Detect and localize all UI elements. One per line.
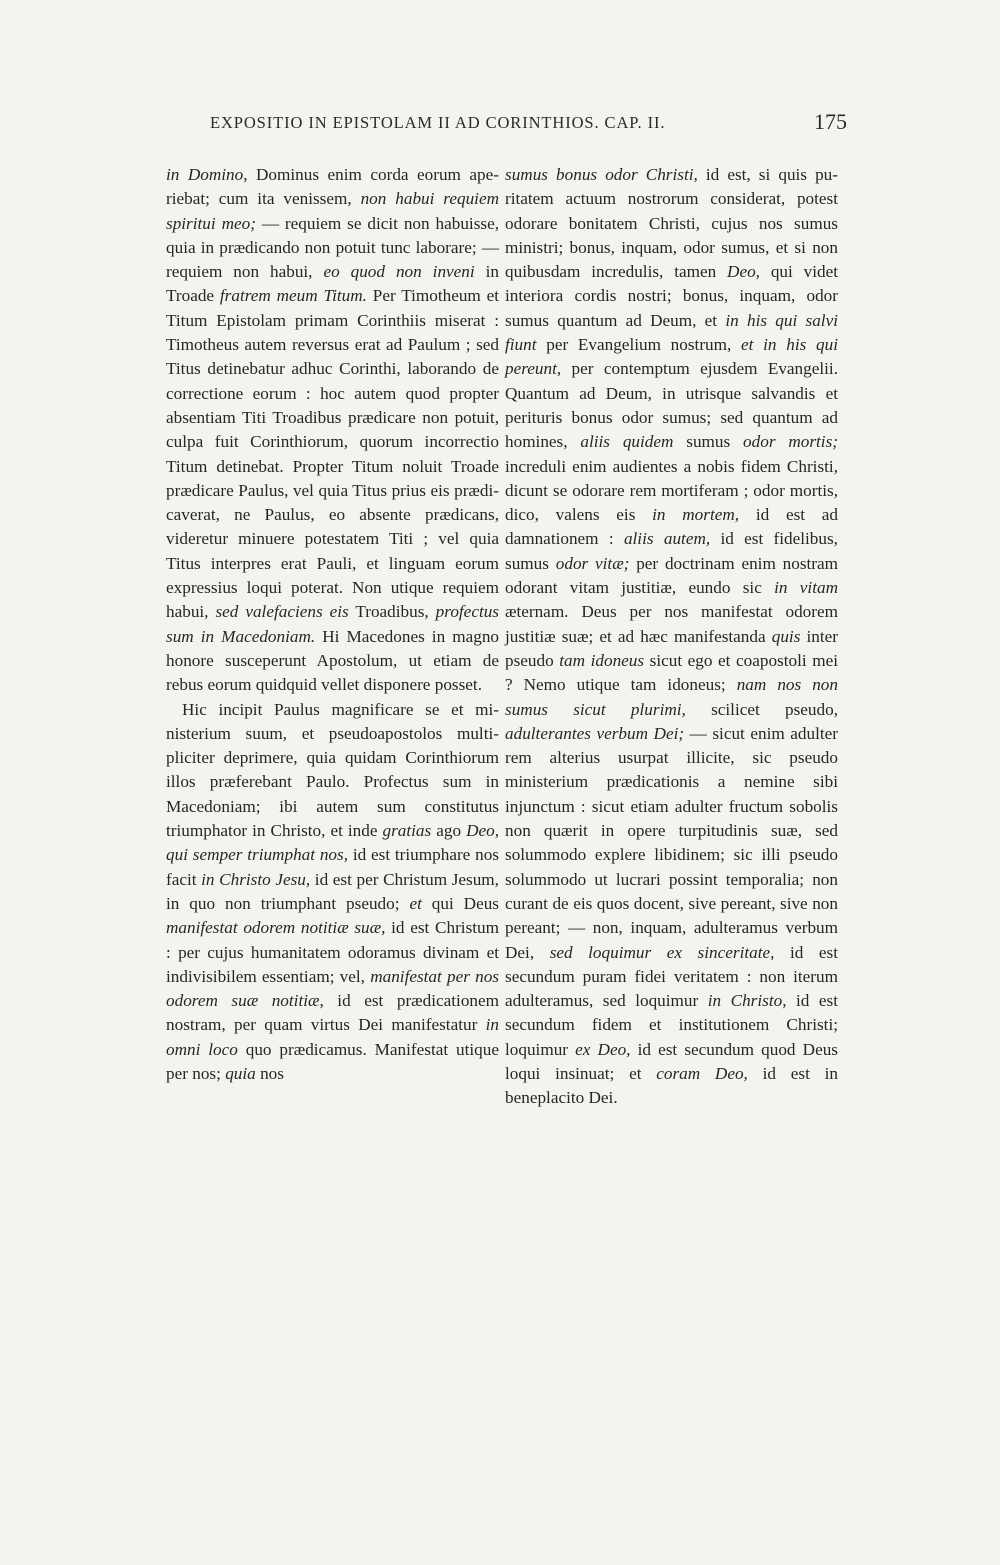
- italic-text: aliis autem,: [623, 529, 711, 549]
- italic-text: Deo, qui semper triumphat nos,: [166, 821, 499, 865]
- text-run: id est Christum : per cujus humanitatem odoramus divinam et indivisibilem essentiam; vel,: [166, 918, 499, 986]
- text-run: id est triumphare nos facit: [166, 845, 499, 889]
- italic-text: coram Deo,: [656, 1063, 748, 1083]
- left-column: [166, 163, 499, 1086]
- text-run: inter pseudo: [505, 626, 838, 670]
- running-title: EXPOSITIO IN EPISTOLAM II AD CORINTHIOS. CAP. II.: [210, 113, 666, 132]
- italic-text: odor mortis;: [743, 432, 838, 452]
- text-run: — sicut enim adulter rem alterius usurpat illicite, sic pseudo ministerium prædicationis a nemine sibi injunctum : sicut etiam adulter fructum sobolis non quærit in opere turpitudinis suæ, sed solummodo explere libidinem; sic illi pseudo solummodo ut lucrari possint temporalia; non curant de eis quos docent, sive pereant, sive non pereant; — non, inquam, adulteramus verbum Dei,: [505, 723, 838, 962]
- text-run: Troadibus,: [348, 602, 436, 622]
- italic-text: in mortem,: [652, 505, 740, 525]
- italic-text: odor vitæ;: [555, 553, 630, 573]
- italic-text: adulterantes verbum Dei;: [505, 723, 685, 743]
- text-run: Dominus enim corda eorum aperiebat; cum ita venissem,: [166, 165, 499, 209]
- text-run: sumus: [673, 432, 744, 452]
- text-run: Hi Macedones in magno honore susceperunt Apostolum, ut etiam de rebus eorum quidquid vellet disponere posset.: [166, 626, 500, 695]
- italic-text: et: [409, 893, 422, 913]
- italic-text: manifestat odorem notitiæ suæ,: [166, 918, 386, 938]
- italic-text: Deo,: [727, 262, 760, 282]
- italic-text: gratias: [382, 821, 432, 841]
- italic-text: eo quod non inveni: [323, 262, 475, 282]
- italic-text: nam nos non sumus sicut plurimi,: [505, 675, 838, 719]
- text-run: scilicet pseudo,: [685, 699, 838, 719]
- italic-text: in Domino,: [166, 165, 248, 184]
- text-run: ago: [431, 821, 467, 841]
- text-run: id est secundum fidem et institutionem Christi; loquimur: [505, 991, 838, 1059]
- italic-text: quis: [771, 626, 801, 646]
- italic-text: sed loquimur ex sinceritate,: [549, 942, 775, 962]
- text-run: æternam. Deus per nos manifestat odorem justitiæ suæ; et ad hæc manifestanda: [505, 602, 838, 646]
- text-run: id est secundum quod Deus loqui insinuat; et: [505, 1039, 838, 1083]
- italic-text: quia: [225, 1063, 256, 1083]
- italic-text: aliis quidem: [580, 432, 674, 452]
- text-run: per contemptum ejusdem Evangelii. Quantum ad Deum, in utrisque salvandis et perituris bonus odor sumus; sed quantum ad homines,: [505, 359, 838, 452]
- italic-text: sumus bonus odor Christi,: [505, 165, 698, 184]
- page-header: [165, 109, 847, 143]
- italic-text: in Christo Jesu,: [201, 869, 311, 889]
- italic-text: in vitam: [774, 578, 838, 598]
- right-column: [505, 163, 838, 1111]
- text-run: sicut ego et coapostoli mei ? Nemo utique tam idoneus;: [505, 650, 838, 695]
- text-run: quo prædicamus. Manifestat utique per nos;: [166, 1039, 499, 1083]
- text-run: id est, si quis puritatem actuum nostrorum considerat, potest odorare bonitatem Christi, cujus nos sumus ministri; bonus, inquam, odor sumus, et si non quibusdam incredulis, tamen: [505, 165, 838, 282]
- italic-text: sed valefaciens eis: [215, 602, 349, 622]
- text-run: Hic incipit Paulus magnificare se et ministerium suum, et pseudoapostolos multipliciter deprimere, quia quidam Corinthiorum illos præferebant Paulo. Profectus sum in Macedoniam; ibi autem sum constitutus triumphator in Christo, et inde: [166, 699, 499, 841]
- text-run: qui videt interiora cordis nostri; bonus, inquam, odor sumus quantum ad Deum, et: [505, 262, 838, 330]
- text-run: increduli enim audientes a nobis fidem Christi, dicunt se odorare rem mortiferam ; odor mortis, dico, valens eis: [505, 456, 838, 525]
- italic-text: fratrem meum Titum.: [219, 286, 367, 306]
- text-run: in Troade: [166, 262, 499, 306]
- page-number: 175: [814, 109, 847, 134]
- italic-text: in his qui salvi fiunt: [505, 310, 838, 355]
- text-run: nos: [255, 1063, 284, 1083]
- italic-text: ex Deo,: [575, 1039, 631, 1059]
- text-run: per doctrinam enim nostram odorant vitam justitiæ, eundo sic: [505, 553, 839, 598]
- paragraph: [505, 163, 838, 1111]
- text-run: Per Timotheum et Titum Epistolam primam Corinthiis miserat : Timotheus autem reversus erat ad Paulum ; sed Titus detinebatur adhuc Corinthi, laborando de correctione eorum : hoc autem quod propter absentiam Titi Troadibus prædicare non potuit, culpa fuit Corinthiorum, quorum incorrectio Titum detinebat. Propter Titum noluit Troade prædicare Paulus, vel quia Titus prius eis prædicaverat, ne Paulus, eo absente prædicans, videretur minuere potestatem Titi ; vel quia Titus interpres erat Pauli, et linguam eorum expressius loqui poterat. Non utique requiem habui,: [166, 286, 500, 622]
- italic-text: non habui requiem spiritui meo;: [166, 189, 499, 233]
- text-run: id est ad damnationem :: [505, 505, 839, 549]
- italic-text: profectus sum in Macedoniam.: [166, 602, 499, 646]
- text-run: — requiem se dicit non habuisse, quia in prædicando non potuit tunc laborare; — requiem non habui,: [166, 213, 499, 282]
- italic-text: in Christo,: [707, 991, 787, 1011]
- text-run: id est fidelibus, sumus: [505, 529, 838, 573]
- paragraph: [166, 698, 499, 1087]
- text-run: qui Deus: [421, 893, 499, 913]
- text-run: id est per Christum Jesum, in quo non triumphant pseudo;: [166, 869, 499, 913]
- italic-text: tam idoneus: [559, 650, 645, 670]
- italic-text: in omni loco: [166, 1015, 499, 1059]
- text-run: id est secundum puram fidei veritatem : non iterum adulteramus, sed loquimur: [505, 942, 839, 1011]
- italic-text: manifestat per nos odorem suæ notitiæ,: [166, 966, 499, 1011]
- text-run: id est in beneplacito Dei.: [505, 1063, 838, 1108]
- italic-text: et in his qui pereunt,: [505, 335, 838, 379]
- text-run: id est prædicationem nostram, per quam virtus Dei manifestatur: [166, 991, 500, 1035]
- paragraph: [166, 163, 499, 698]
- text-run: per Evangelium nostrum,: [536, 335, 742, 355]
